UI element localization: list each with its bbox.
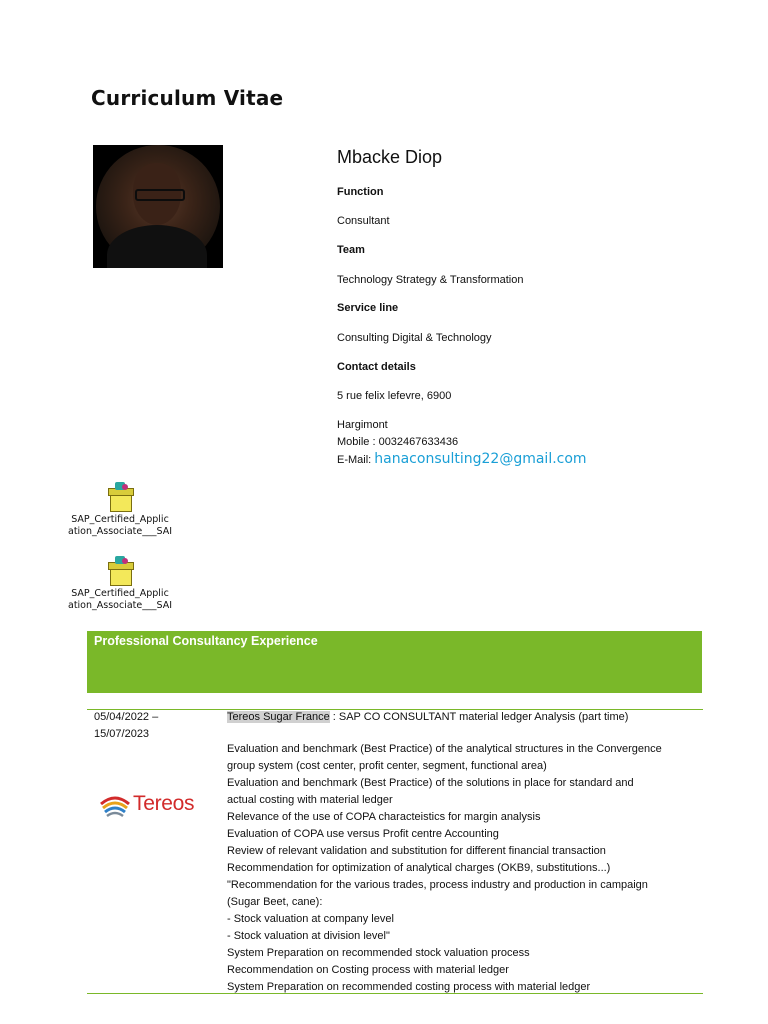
task-line: Recommendation on Costing process with material ledger — [227, 964, 509, 976]
task-line: Evaluation and benchmark (Best Practice) of the analytical structures in the Convergence — [227, 743, 662, 755]
section-header — [87, 631, 702, 693]
task-line: "Recommendation for the various trades, process industry and production in campaign — [227, 879, 648, 891]
section-title: Professional Consultancy Experience — [94, 634, 318, 648]
task-line: Recommendation for optimization of analytical charges (OKB9, substitutions...) — [227, 862, 611, 874]
attachment-filename-line2: ation_Associate___SAI — [68, 526, 172, 537]
experience-heading — [227, 711, 628, 723]
task-line: actual costing with material ledger — [227, 794, 393, 806]
attachment-filename-line1: SAP_Certified_Applic — [71, 514, 169, 525]
service-line-label: Service line — [337, 302, 399, 314]
function-value: Consultant — [337, 215, 390, 227]
email-row — [337, 451, 587, 467]
task-line: (Sugar Beet, cane): — [227, 896, 323, 908]
task-list — [227, 741, 707, 996]
address-line-1: 5 rue felix lefevre, 6900 — [337, 390, 452, 402]
document-title: Curriculum Vitae — [91, 86, 284, 110]
service-line-value: Consulting Digital & Technology — [337, 332, 492, 344]
email-link[interactable]: hanaconsulting22@gmail.com — [374, 451, 587, 467]
tereos-logo-mark-icon — [97, 790, 133, 822]
experience-date-start: 05/04/2022 – — [94, 711, 159, 723]
tereos-logo — [97, 790, 207, 824]
task-line: System Preparation on recommended stock valuation process — [227, 947, 530, 959]
team-label: Team — [337, 244, 365, 256]
task-line: Review of relevant validation and substitution for different financial transaction — [227, 845, 606, 857]
table-rule-top — [87, 709, 703, 710]
task-line: Relevance of the use of COPA characteistics for margin analysis — [227, 811, 541, 823]
client-name: Tereos Sugar France — [227, 711, 330, 723]
task-line: Evaluation of COPA use versus Profit centre Accounting — [227, 828, 499, 840]
profile-photo — [93, 145, 223, 268]
contact-details-label: Contact details — [337, 361, 416, 373]
task-line: - Stock valuation at company level — [227, 913, 394, 925]
email-label: E-Mail: — [337, 454, 375, 466]
task-line: Evaluation and benchmark (Best Practice) of the solutions in place for standard and — [227, 777, 634, 789]
experience-role: : SAP CO CONSULTANT material ledger Analysis (part time) — [329, 711, 629, 723]
attachment-sap-certificate-2[interactable] — [60, 556, 180, 612]
attachment-filename-line1: SAP_Certified_Applic — [71, 588, 169, 599]
person-name: Mbacke Diop — [337, 147, 443, 167]
package-icon — [104, 556, 136, 586]
attachment-filename-line2: ation_Associate___SAI — [68, 600, 172, 611]
tereos-logo-text: Tereos — [133, 792, 195, 815]
table-rule-bottom — [87, 993, 703, 994]
task-line: System Preparation on recommended costing process with material ledger — [227, 981, 591, 993]
mobile-number: Mobile : 0032467633436 — [337, 436, 459, 448]
team-value: Technology Strategy & Transformation — [337, 274, 524, 286]
attachment-sap-certificate-1[interactable] — [60, 482, 180, 538]
task-line: - Stock valuation at division level" — [227, 930, 390, 942]
package-icon — [104, 482, 136, 512]
task-line: group system (cost center, profit center, segment, functional area) — [227, 760, 547, 772]
experience-date-end: 15/07/2023 — [94, 728, 150, 740]
function-label: Function — [337, 186, 384, 198]
address-line-2: Hargimont — [337, 419, 388, 431]
